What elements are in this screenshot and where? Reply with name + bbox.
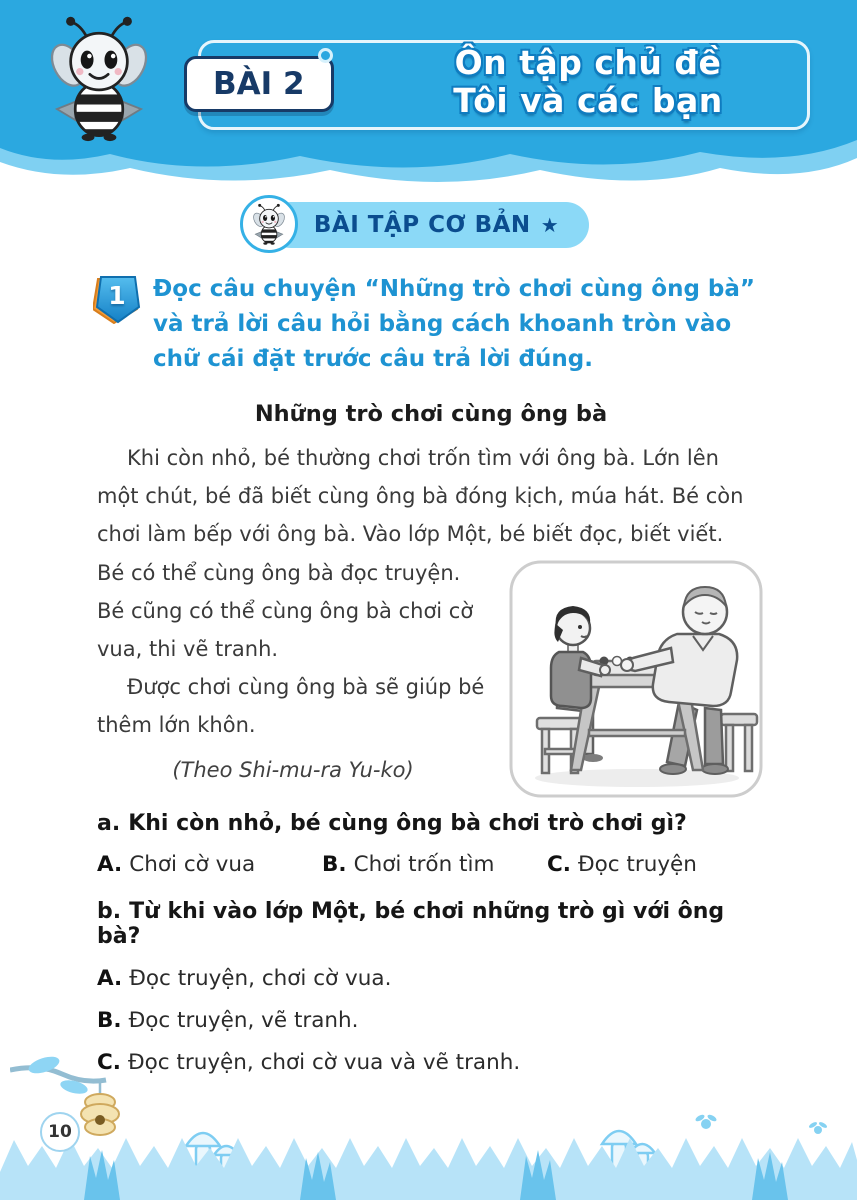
bug-icon xyxy=(694,1113,717,1129)
question-a-options xyxy=(97,852,765,877)
option-text: Đọc truyện, chơi cờ vua và vẽ tranh. xyxy=(127,1049,521,1075)
option-text: Đọc truyện xyxy=(577,851,697,877)
exercise-number: 1 xyxy=(108,280,126,310)
story-body xyxy=(97,439,765,789)
story-illustration xyxy=(507,558,765,800)
option-letter: C. xyxy=(547,851,571,877)
exercise-1 xyxy=(97,272,765,377)
option-letter: B. xyxy=(97,1007,122,1033)
option-letter: C. xyxy=(97,1049,121,1075)
section-badge xyxy=(268,202,589,248)
answer-option-b-C[interactable] xyxy=(97,1050,765,1075)
question-b-body: Từ khi vào lớp Một, bé chơi những trò gì với ông bà? xyxy=(97,898,725,949)
option-text: Chơi trốn tìm xyxy=(353,851,495,877)
bee-mascot-icon xyxy=(44,14,154,142)
question-a-body: Khi còn nhỏ, bé cùng ông bà chơi trò chơi gì? xyxy=(128,810,687,836)
header-dot-decoration xyxy=(318,48,333,63)
option-letter: B. xyxy=(322,851,347,877)
exercise-instruction: Đọc câu chuyện “Những trò chơi cùng ông bà” và trả lời câu hỏi bằng cách khoanh tròn vào chữ cái đặt trước câu trả lời đúng. xyxy=(153,276,756,372)
question-b xyxy=(97,899,765,1075)
option-text: Đọc truyện, vẽ tranh. xyxy=(128,1007,359,1033)
bee-badge-icon xyxy=(240,195,298,253)
answer-option-b-B[interactable] xyxy=(97,1008,765,1033)
page-number: 10 xyxy=(40,1112,80,1152)
question-b-label: b. xyxy=(97,898,122,924)
story-paragraph-1-cont: Bé có thể cùng ông bà đọc truyện. Bé cũng có thể cùng ông bà chơi cờ vua, thi vẽ tranh. xyxy=(97,560,474,661)
answer-option-a-C[interactable] xyxy=(547,852,772,877)
question-a-text xyxy=(97,811,765,836)
page-title-line1: Ôn tập chủ đề xyxy=(454,43,722,82)
option-letter: A. xyxy=(97,851,123,877)
page-title xyxy=(383,44,793,121)
beehive-icon xyxy=(81,1094,119,1135)
section-badge-row xyxy=(0,202,857,248)
story-paragraph-2: Được chơi cùng ông bà sẽ giúp bé thêm lớn khôn. xyxy=(97,675,485,738)
content-column xyxy=(97,272,765,1075)
section-badge-label: BÀI TẬP CƠ BẢN xyxy=(313,212,531,238)
story-paragraph-1: Khi còn nhỏ, bé thường chơi trốn tìm với ông bà. Lớn lên một chút, bé đã biết cùng ông bà đóng kịch, múa hát. Bé còn chơi làm bếp với ông bà. Vào lớp Một, bé biết đọc, biết viết. xyxy=(97,445,744,547)
question-a-label: a. xyxy=(97,810,121,836)
lesson-number-badge: BÀI 2 xyxy=(184,56,334,112)
option-text: Đọc truyện, chơi cờ vua. xyxy=(129,965,392,991)
story-title: Những trò chơi cùng ông bà xyxy=(254,400,608,427)
answer-option-a-A[interactable] xyxy=(97,852,322,877)
page-title-line2: Tôi và các bạn xyxy=(453,81,723,121)
question-b-text xyxy=(97,899,765,949)
option-letter: A. xyxy=(97,965,123,991)
answer-option-a-B[interactable] xyxy=(322,852,547,877)
bug-icon xyxy=(808,1121,828,1134)
star-icon: ★ xyxy=(540,213,560,237)
option-text: Chơi cờ vua xyxy=(129,851,256,877)
exercise-number-badge xyxy=(93,274,141,324)
question-a xyxy=(97,811,765,877)
story-attribution: (Theo Shi-mu-ra Yu-ko) xyxy=(172,757,414,782)
answer-option-b-A[interactable] xyxy=(97,966,765,991)
